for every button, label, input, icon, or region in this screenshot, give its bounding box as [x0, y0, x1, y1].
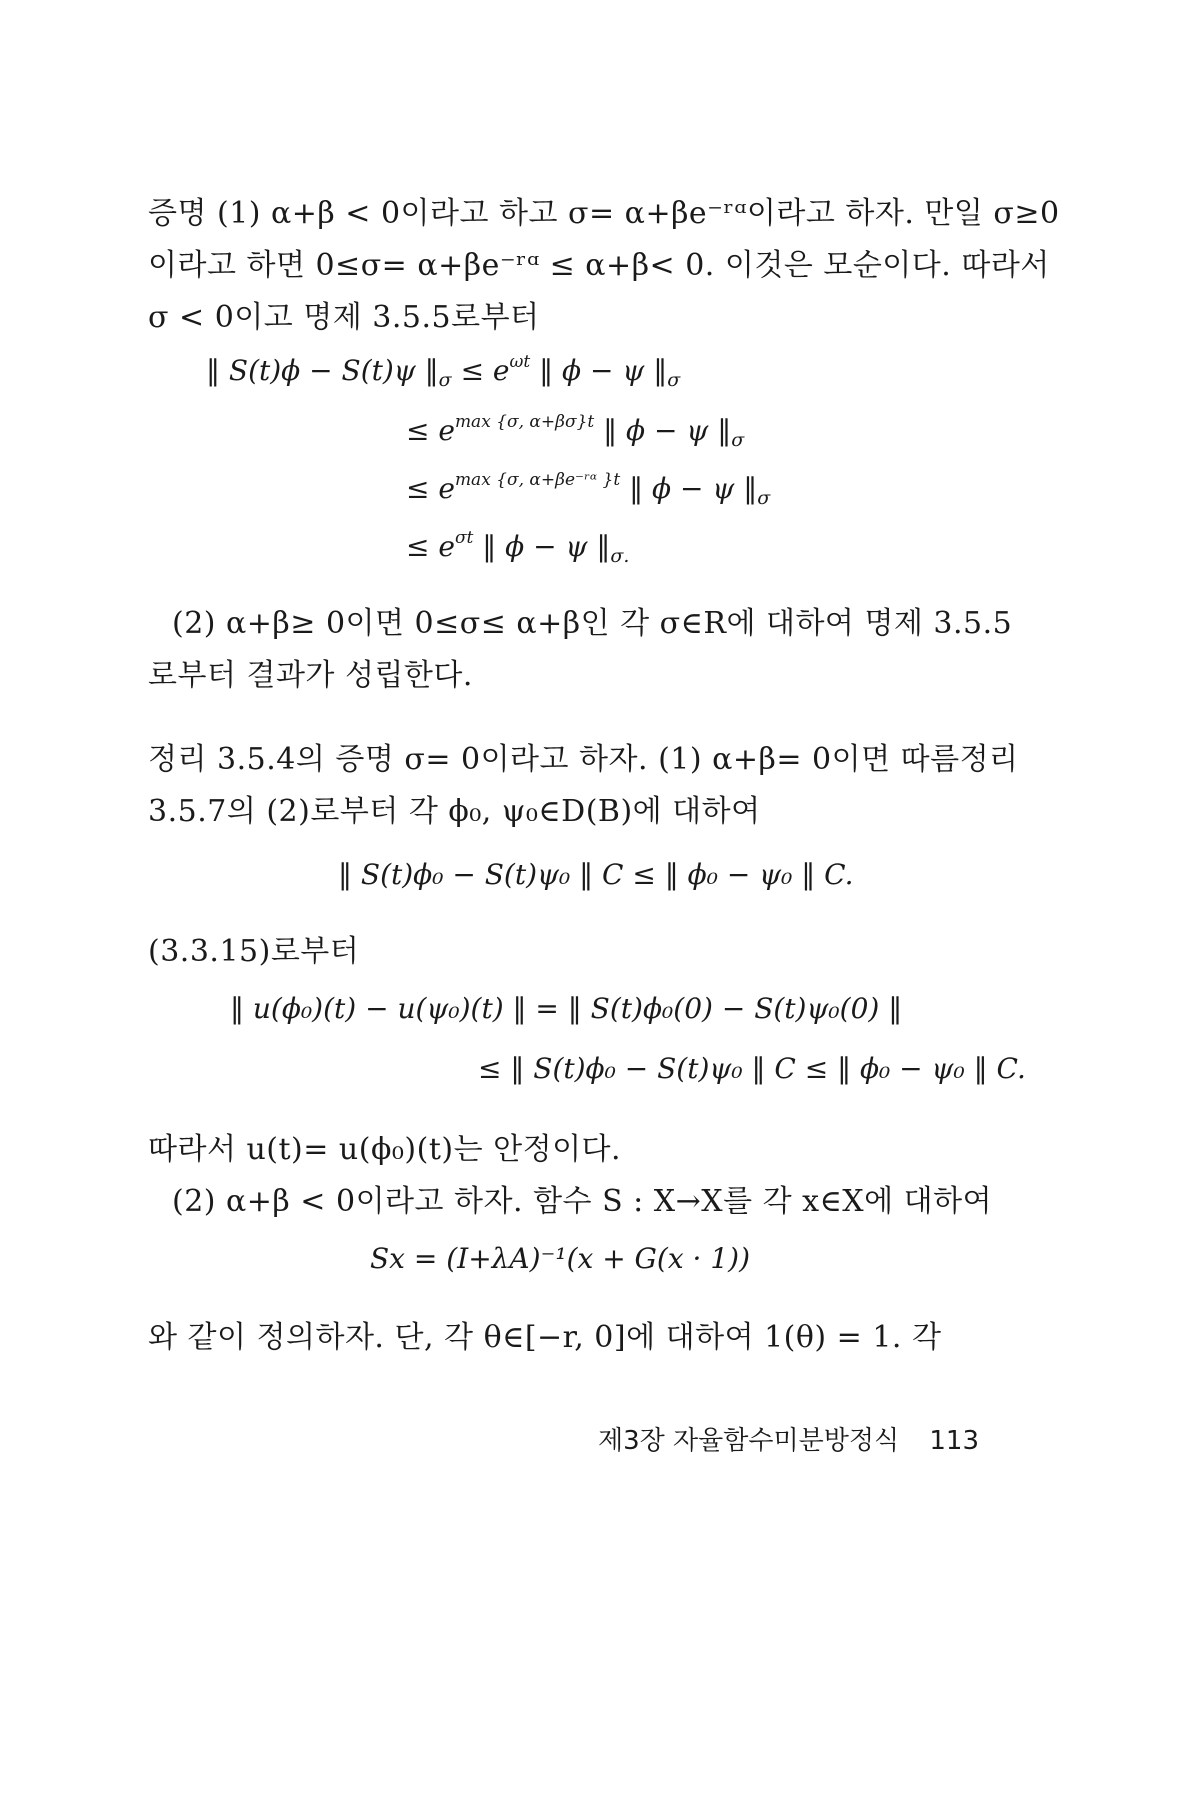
u-equation-line1: ‖ u(ϕ₀)(t) − u(ψ₀)(t) ‖ = ‖ S(t)ϕ₀(0) − S(t)ψ₀(0) ‖ [230, 992, 903, 1025]
inequality-line-3 [406, 470, 770, 509]
inequality-line-1 [206, 352, 680, 391]
ineq1-tail-subscript: σ [667, 369, 681, 391]
inequality-line-2 [406, 412, 744, 451]
proof1-line1: 증명 (1) α+β < 0이라고 하고 σ= α+βe⁻ʳᵅ이라고 하자. 만일 σ≥0 [148, 196, 1060, 231]
ineq2-superscript: max {σ, α+βσ}t [454, 412, 595, 432]
stability-conclusion: 따라서 u(t)= u(ϕ₀)(t)는 안정이다. [148, 1132, 622, 1167]
ineq1-tail: ‖ ϕ − ψ ‖ [530, 354, 668, 387]
proof2-line2: 로부터 결과가 성립한다. [148, 658, 473, 693]
ineq3-tail: ‖ ϕ − ψ ‖ [620, 472, 758, 505]
chapter-title: 제3장 자율함수미분방정식 [598, 1426, 900, 1456]
ineq4-tail: ‖ ϕ − ψ ‖ [473, 530, 611, 563]
ineq4-superscript: σt [454, 528, 474, 548]
proof1-line2: 이라고 하면 0≤σ= α+βe⁻ʳᵅ ≤ α+β< 0. 이것은 모순이다. 따라서 [148, 248, 1050, 283]
u-equation-line2: ≤ ‖ S(t)ϕ₀ − S(t)ψ₀ ‖ C ≤ ‖ ϕ₀ − ψ₀ ‖ C. [478, 1052, 1026, 1085]
page-number: 113 [929, 1426, 979, 1456]
c-norm-inequality: ‖ S(t)ϕ₀ − S(t)ψ₀ ‖ C ≤ ‖ ϕ₀ − ψ₀ ‖ C. [338, 858, 854, 891]
case2-line1: (2) α+β < 0이라고 하자. 함수 S : X→X를 각 x∈X에 대하여 [172, 1184, 993, 1219]
ineq4-lhs: ≤ e [406, 530, 455, 563]
theorem-proof-line1: 정리 3.5.4의 증명 σ= 0이라고 하자. (1) α+β= 0이면 따름정리 [148, 742, 1019, 777]
sx-definition: Sx = (I+λA)⁻¹(x + G(x · 1)) [370, 1242, 750, 1275]
ineq3-superscript: max {σ, α+βe⁻ʳᵅ }t [454, 470, 621, 490]
from-equation-label: (3.3.15)로부터 [148, 934, 360, 969]
inequality-line-4 [406, 528, 629, 567]
theorem-proof-line2: 3.5.7의 (2)로부터 각 ϕ₀, ψ₀∈D(B)에 대하여 [148, 794, 761, 829]
ineq3-subscript: σ [757, 487, 771, 509]
case2-line2: 와 같이 정의하자. 단, 각 θ∈[−r, 0]에 대하여 1(θ) = 1. 각 [148, 1320, 942, 1355]
ineq1-lhs: ‖ S(t)ϕ − S(t)ψ ‖ [206, 354, 439, 387]
ineq1-subscript: σ [438, 369, 452, 391]
ineq4-subscript: σ. [610, 545, 630, 567]
ineq1-rhs: ≤ e [460, 354, 510, 387]
chapter-footer [598, 1420, 979, 1457]
ineq2-subscript: σ [731, 429, 745, 451]
ineq2-tail: ‖ ϕ − ψ ‖ [594, 414, 732, 447]
proof1-line3: σ < 0이고 명제 3.5.5로부터 [148, 300, 540, 335]
ineq3-lhs: ≤ e [406, 472, 455, 505]
ineq2-lhs: ≤ e [406, 414, 455, 447]
proof2-line1: (2) α+β≥ 0이면 0≤σ≤ α+β인 각 σ∈R에 대하여 명제 3.5.5 [172, 606, 1013, 641]
ineq1-superscript: ωt [509, 352, 531, 372]
